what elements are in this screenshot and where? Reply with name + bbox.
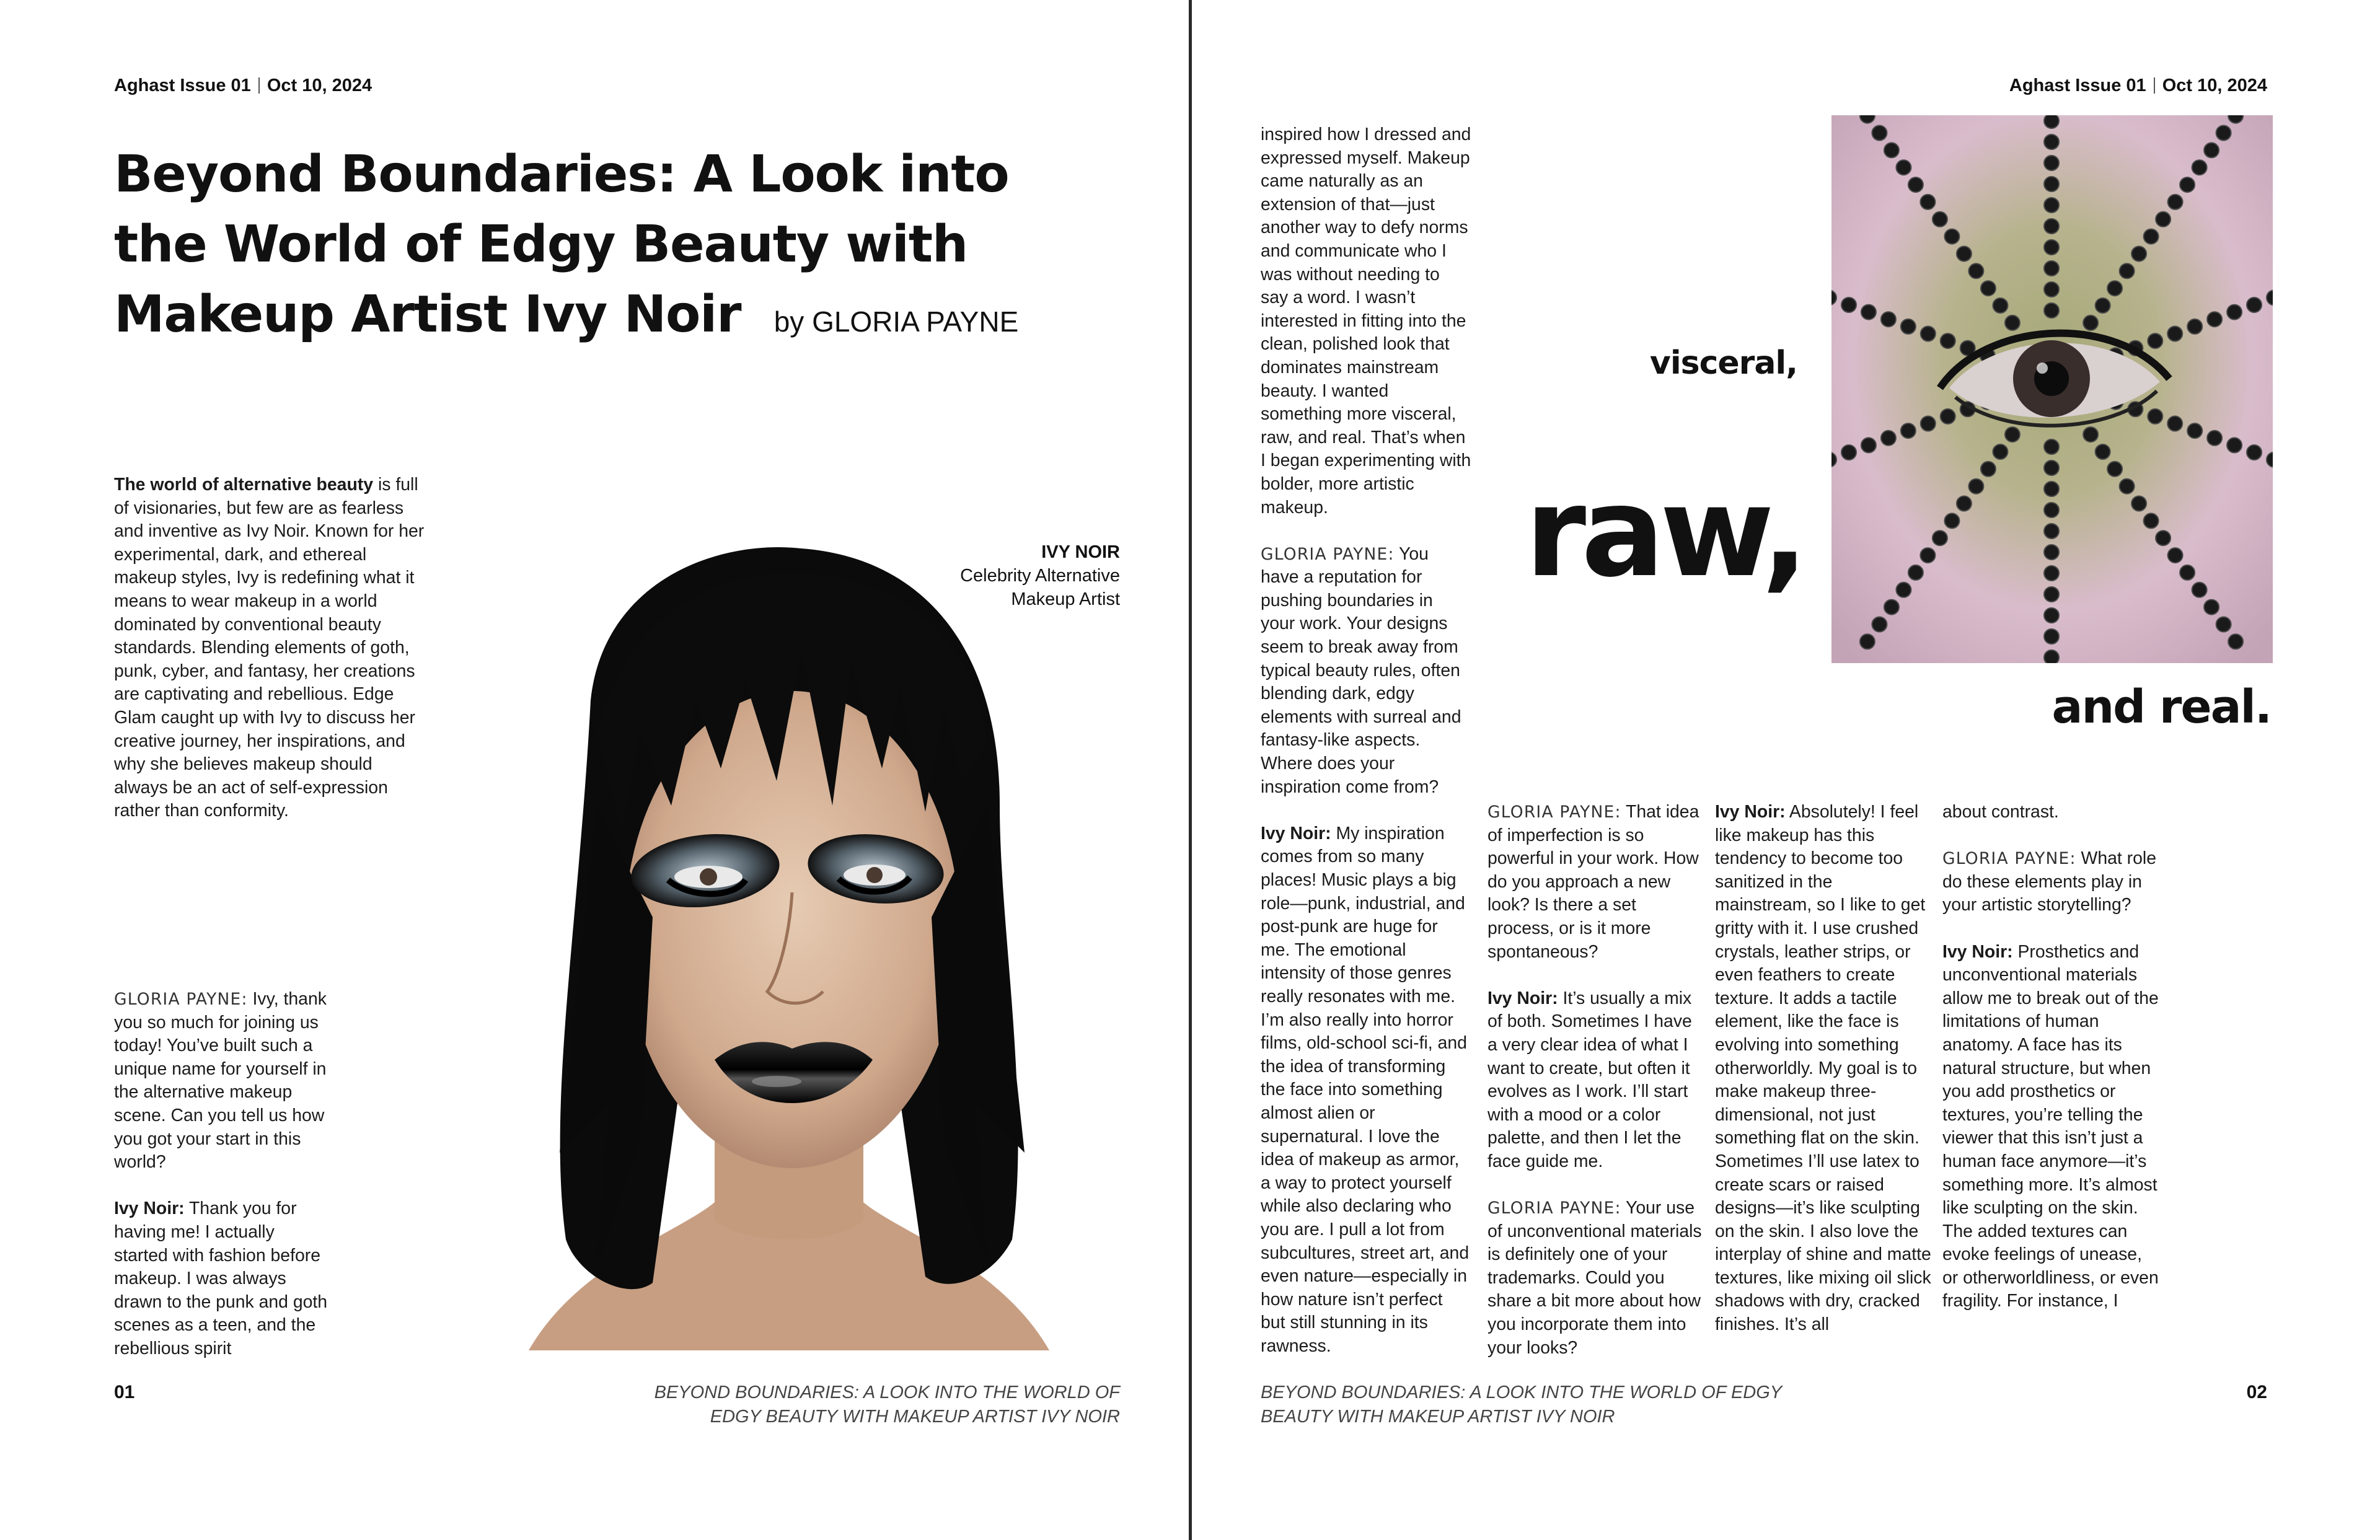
crystal-gem: [2005, 427, 2020, 442]
question-3: GLORIA PAYNE: That idea of imperfection is so powerful in your work. How do you approach a new look? Is there a set process, or is it more spontaneous?: [1488, 802, 1699, 962]
crystal-gem: [2168, 548, 2183, 563]
crystal-gem: [2044, 115, 2059, 128]
crystal-gem: [2207, 312, 2222, 327]
artist-label: Ivy Noir:: [1261, 823, 1331, 843]
portrait-illustration: [454, 545, 1120, 1350]
crystal-gem: [1921, 416, 1936, 431]
crystal-gem: [2148, 333, 2162, 348]
issue-label: Aghast Issue 01: [114, 76, 251, 95]
crystal-gem: [1920, 548, 1935, 563]
running-title-left: BEYOND BOUNDARIES: A LOOK INTO THE WORLD OF EDGY BEAUTY WITH MAKEUP ARTIST IVY NOIR: [654, 1383, 1120, 1427]
interviewer-label: GLORIA PAYNE:: [114, 990, 248, 1009]
crystal-gem: [2044, 503, 2059, 517]
byline: by GLORIA PAYNE: [774, 306, 1019, 338]
crystal-gem: [2044, 545, 2059, 560]
crystal-gem: [2044, 134, 2059, 149]
answer-4: Ivy Noir: Absolutely! I feel like makeup has this tendency to become too sanitized in the mainstream, so I like to get gritty with it. I use crushed crystals, leather strips, or even feathers to create texture. It adds a tactile element, like the face is evolving into something otherworldly. My goal is to make makeup three-dimensional, not just something flat on the skin. Sometimes I’ll use latex to create scars or raised designs—it’s like sculpting on the skin. I also love the interplay of shine and matte textures, like mixing oil slick shadows with dry, cracked finishes. It’s all: [1715, 802, 1931, 1335]
crystal-gem: [1841, 445, 1856, 460]
crystal-gem: [2192, 160, 2207, 175]
crystal-gem: [2044, 240, 2059, 255]
crystal-gem: [1884, 600, 1899, 615]
issue-date: Oct 10, 2024: [267, 76, 372, 95]
crystal-gem: [2216, 617, 2231, 632]
header-right: [2009, 76, 2267, 96]
ivy-noir-portrait: [454, 545, 1120, 1350]
crystal-gem: [2227, 305, 2242, 320]
eye-illustration: [1831, 115, 2273, 663]
page-number-left: 01: [114, 1382, 135, 1402]
crystal-gem: [1981, 281, 1996, 296]
crystal-gem: [1981, 462, 1996, 477]
crystal-gem: [2144, 513, 2159, 528]
crystal-gem: [2107, 281, 2122, 296]
crystal-gem: [1908, 177, 1923, 192]
pullquote-line-2: raw,: [1525, 460, 1804, 605]
crystal-gem: [2096, 444, 2110, 459]
question-2: GLORIA PAYNE: You have a reputation for pushing boundaries in your work. Your designs seem to break away from typical beauty rules, often blending dark, edgy elements with surreal and fantasy-like aspects. Where does your inspiration come from?: [1261, 543, 1461, 797]
crystal-gem: [2044, 524, 2059, 539]
interview-column-1: [114, 988, 330, 1361]
crystal-gem: [2107, 462, 2122, 477]
article-title-text: Beyond Boundaries: A Look into the World of Edgy Beauty with Makeup Artist Ivy Noir: [114, 145, 1009, 344]
crystal-gem: [1933, 212, 1947, 227]
interviewer-label: GLORIA PAYNE:: [1488, 803, 1621, 822]
crystal-gem: [2204, 600, 2219, 615]
crystal-gem: [2120, 263, 2135, 278]
crystal-gem: [2148, 409, 2162, 424]
crystal-gem: [2044, 303, 2059, 318]
portrait-name: IVY NOIR: [1041, 542, 1120, 562]
portrait-credit: [855, 540, 1120, 611]
crystal-gem: [1872, 126, 1887, 141]
interview-column-3: [1488, 801, 1704, 1360]
intro-paragraph: [114, 473, 430, 823]
crystal-gem: [2204, 143, 2219, 157]
crystal-gem: [2044, 177, 2059, 191]
page-spine-divider: [1189, 0, 1192, 1540]
page-number-right: 02: [2246, 1382, 2267, 1402]
crystal-gem: [2044, 587, 2059, 602]
crystal-gem: [1884, 143, 1899, 157]
crystal-gem: [2044, 219, 2059, 234]
interview-column-2: [1261, 123, 1471, 1358]
crystal-gem: [1881, 431, 1896, 446]
crystal-gem: [2044, 439, 2059, 454]
crystal-gem: [2044, 282, 2059, 297]
issue-label: Aghast Issue 01: [2009, 76, 2146, 95]
crystal-gem: [1881, 312, 1896, 327]
crystal-gem: [2044, 156, 2059, 170]
crystal-gem: [1901, 423, 1916, 438]
crystal-gem: [1933, 530, 1947, 545]
answer-3: Ivy Noir: It’s usually a mix of both. Sometimes I have a very clear idea of what I want to create, but often it evolves as I work. I’ll start with a mood or a color palette, and then I let the face guide me.: [1488, 988, 1692, 1171]
crystal-gem: [1941, 333, 1955, 348]
crystal-gem: [2131, 247, 2146, 262]
crystal-gem: [2187, 423, 2202, 438]
crystal-gem: [1921, 327, 1936, 341]
crystal-gem: [2227, 438, 2242, 452]
crystal-gem: [2044, 650, 2059, 663]
crystal-gem: [2180, 177, 2195, 192]
crystal-gem: [2044, 566, 2059, 581]
crystal-gem: [1841, 297, 1856, 312]
crystal-gem: [2247, 297, 2262, 312]
crystal-gem: [1861, 438, 1876, 452]
crystal-gem: [2144, 229, 2159, 244]
intro-text: is full of visionaries, but few are as fearless and inventive as Ivy Noir. Known for her experimental, dark, and ethereal makeup styles, Ivy is redefining what it means to wear makeup in a world dominated by conventional beauty standards. Blending elements of goth, punk, cyber, and fantasy, her creations are captivating and rebellious. Edge Glam caught up with Ivy to discuss her creative journey, her inspirations, and why she believes makeup should always be an act of self-expression rather than conformity.: [114, 475, 425, 821]
intro-lead: The world of alternative beauty: [114, 475, 374, 495]
crystal-gem: [2216, 126, 2231, 141]
article-title: [114, 139, 1081, 357]
crystal-gem: [1993, 444, 2008, 459]
artist-label: Ivy Noir:: [1715, 802, 1786, 822]
crystal-gem: [2083, 315, 2098, 330]
crystal-gem: [2228, 634, 2243, 649]
crystal-gem: [1860, 634, 1875, 649]
interview-column-5: [1942, 801, 2159, 1313]
crystal-gem: [2096, 298, 2110, 313]
interviewer-label: GLORIA PAYNE:: [1261, 544, 1395, 564]
answer-1: Ivy Noir: Thank you for having me! I actually started with fashion before makeup. I was always drawn to the punk and goth scenes as a teen, and the rebellious spirit: [114, 1199, 328, 1358]
crystal-gem: [2167, 327, 2182, 341]
answer-4-continued: about contrast.: [1942, 802, 2059, 822]
header-left: [114, 76, 372, 96]
artist-label: Ivy Noir:: [1942, 941, 2013, 962]
crystal-gem: [2207, 431, 2222, 446]
crystal-gem: [1968, 263, 1983, 278]
crystal-gem: [1920, 195, 1935, 209]
pullquote-line-1: visceral,: [1649, 345, 1797, 382]
crystal-gem: [2044, 482, 2059, 496]
crystal-eye-makeup-photo: [1831, 115, 2273, 663]
crystal-gem: [1944, 513, 1959, 528]
crystal-gem: [2083, 427, 2098, 442]
crystal-gem: [2044, 629, 2059, 644]
interview-column-4: [1715, 801, 1932, 1337]
crystal-gem: [2156, 530, 2171, 545]
question-5: GLORIA PAYNE: What role do these elements play in your artistic storytelling?: [1942, 848, 2157, 915]
crystal-gem: [1861, 305, 1876, 320]
running-title-right: BEYOND BOUNDARIES: A LOOK INTO THE WORLD OF EDGY BEAUTY WITH MAKEUP ARTIST IVY NOIR: [1261, 1383, 1782, 1427]
crystal-gem: [2168, 195, 2183, 209]
portrait-role: Celebrity Alternative Makeup Artist: [960, 566, 1120, 609]
crystal-gem: [2131, 496, 2146, 511]
crystal-gem: [2156, 212, 2171, 227]
interviewer-label: GLORIA PAYNE:: [1488, 1199, 1621, 1218]
crystal-gem: [1872, 617, 1887, 632]
crystal-gem: [2044, 198, 2059, 213]
answer-1-continued: inspired how I dressed and expressed myself. Makeup came naturally as an extension of that—just another way to defy norms and communicate who I was without needing to say a word. I wasn’t interested in fitting into the clean, polished look that dominates mainstream beauty. I wanted something more visceral, raw, and real. That’s when I began experimenting with bolder, more artistic makeup.: [1261, 125, 1471, 517]
crystal-gem: [2005, 315, 2020, 330]
issue-date: Oct 10, 2024: [2162, 76, 2267, 95]
crystal-gem: [1896, 160, 1911, 175]
crystal-gem: [1941, 409, 1955, 424]
crystal-gem: [2044, 261, 2059, 276]
crystal-gem: [1957, 247, 1972, 262]
crystal-gem: [1944, 229, 1959, 244]
crystal-gem: [1993, 298, 2008, 313]
pullquote-line-3: and real.: [2052, 680, 2271, 734]
question-4: GLORIA PAYNE: Your use of unconventional materials is definitely one of your trademarks. Could you share a bit more about how you incorporate them into your looks?: [1488, 1198, 1702, 1358]
crystal-gem: [1968, 479, 1983, 494]
crystal-gem: [2044, 608, 2059, 623]
crystal-gem: [1957, 496, 1972, 511]
artist-label: Ivy Noir:: [1488, 988, 1558, 1008]
crystal-gem: [2167, 416, 2182, 431]
artist-label: Ivy Noir:: [114, 1199, 185, 1219]
crystal-gem: [2180, 565, 2195, 580]
crystal-gem: [2120, 479, 2135, 494]
crystal-gem: [1896, 583, 1911, 597]
crystal-gem: [2044, 460, 2059, 475]
crystal-gem: [1908, 565, 1923, 580]
question-1: GLORIA PAYNE: Ivy, thank you so much for joining us today! You’ve built such a unique name for yourself in the alternative makeup scene. Can you tell us how you got your start in this world?: [114, 989, 327, 1173]
crystal-gem: [1901, 319, 1916, 334]
header-separator: [2154, 77, 2155, 94]
crystal-gem: [2187, 319, 2202, 334]
header-separator: [258, 77, 260, 94]
answer-5: Ivy Noir: Prosthetics and unconventional materials allow me to break out of the limitations of human anatomy. A face has its natural structure, but when you add prosthetics or textures, you’re telling the viewer that this isn’t just a human face anymore—it’s something more. It’s almost like sculpting on the skin. The added textures can evoke feelings of unease, or otherworldliness, or even fragility. For instance, I: [1942, 941, 2159, 1311]
crystal-gem: [2247, 445, 2262, 460]
interviewer-label: GLORIA PAYNE:: [1942, 849, 2076, 869]
crystal-gem: [2192, 583, 2207, 597]
answer-2: Ivy Noir: My inspiration comes from so many places! Music plays a big role—punk, industrial, and post-punk are huge for me. The emotional intensity of those genres really resonates with me. I’m also really into horror films, old-school sci-fi, and the idea of transforming the face into something almost alien or supernatural. I love the idea of makeup as armor, a way to protect yourself while also declaring who you are. I pull a lot from subcultures, street art, and even nature—especially in how nature isn’t perfect but still stunning in its rawness.: [1261, 823, 1470, 1356]
